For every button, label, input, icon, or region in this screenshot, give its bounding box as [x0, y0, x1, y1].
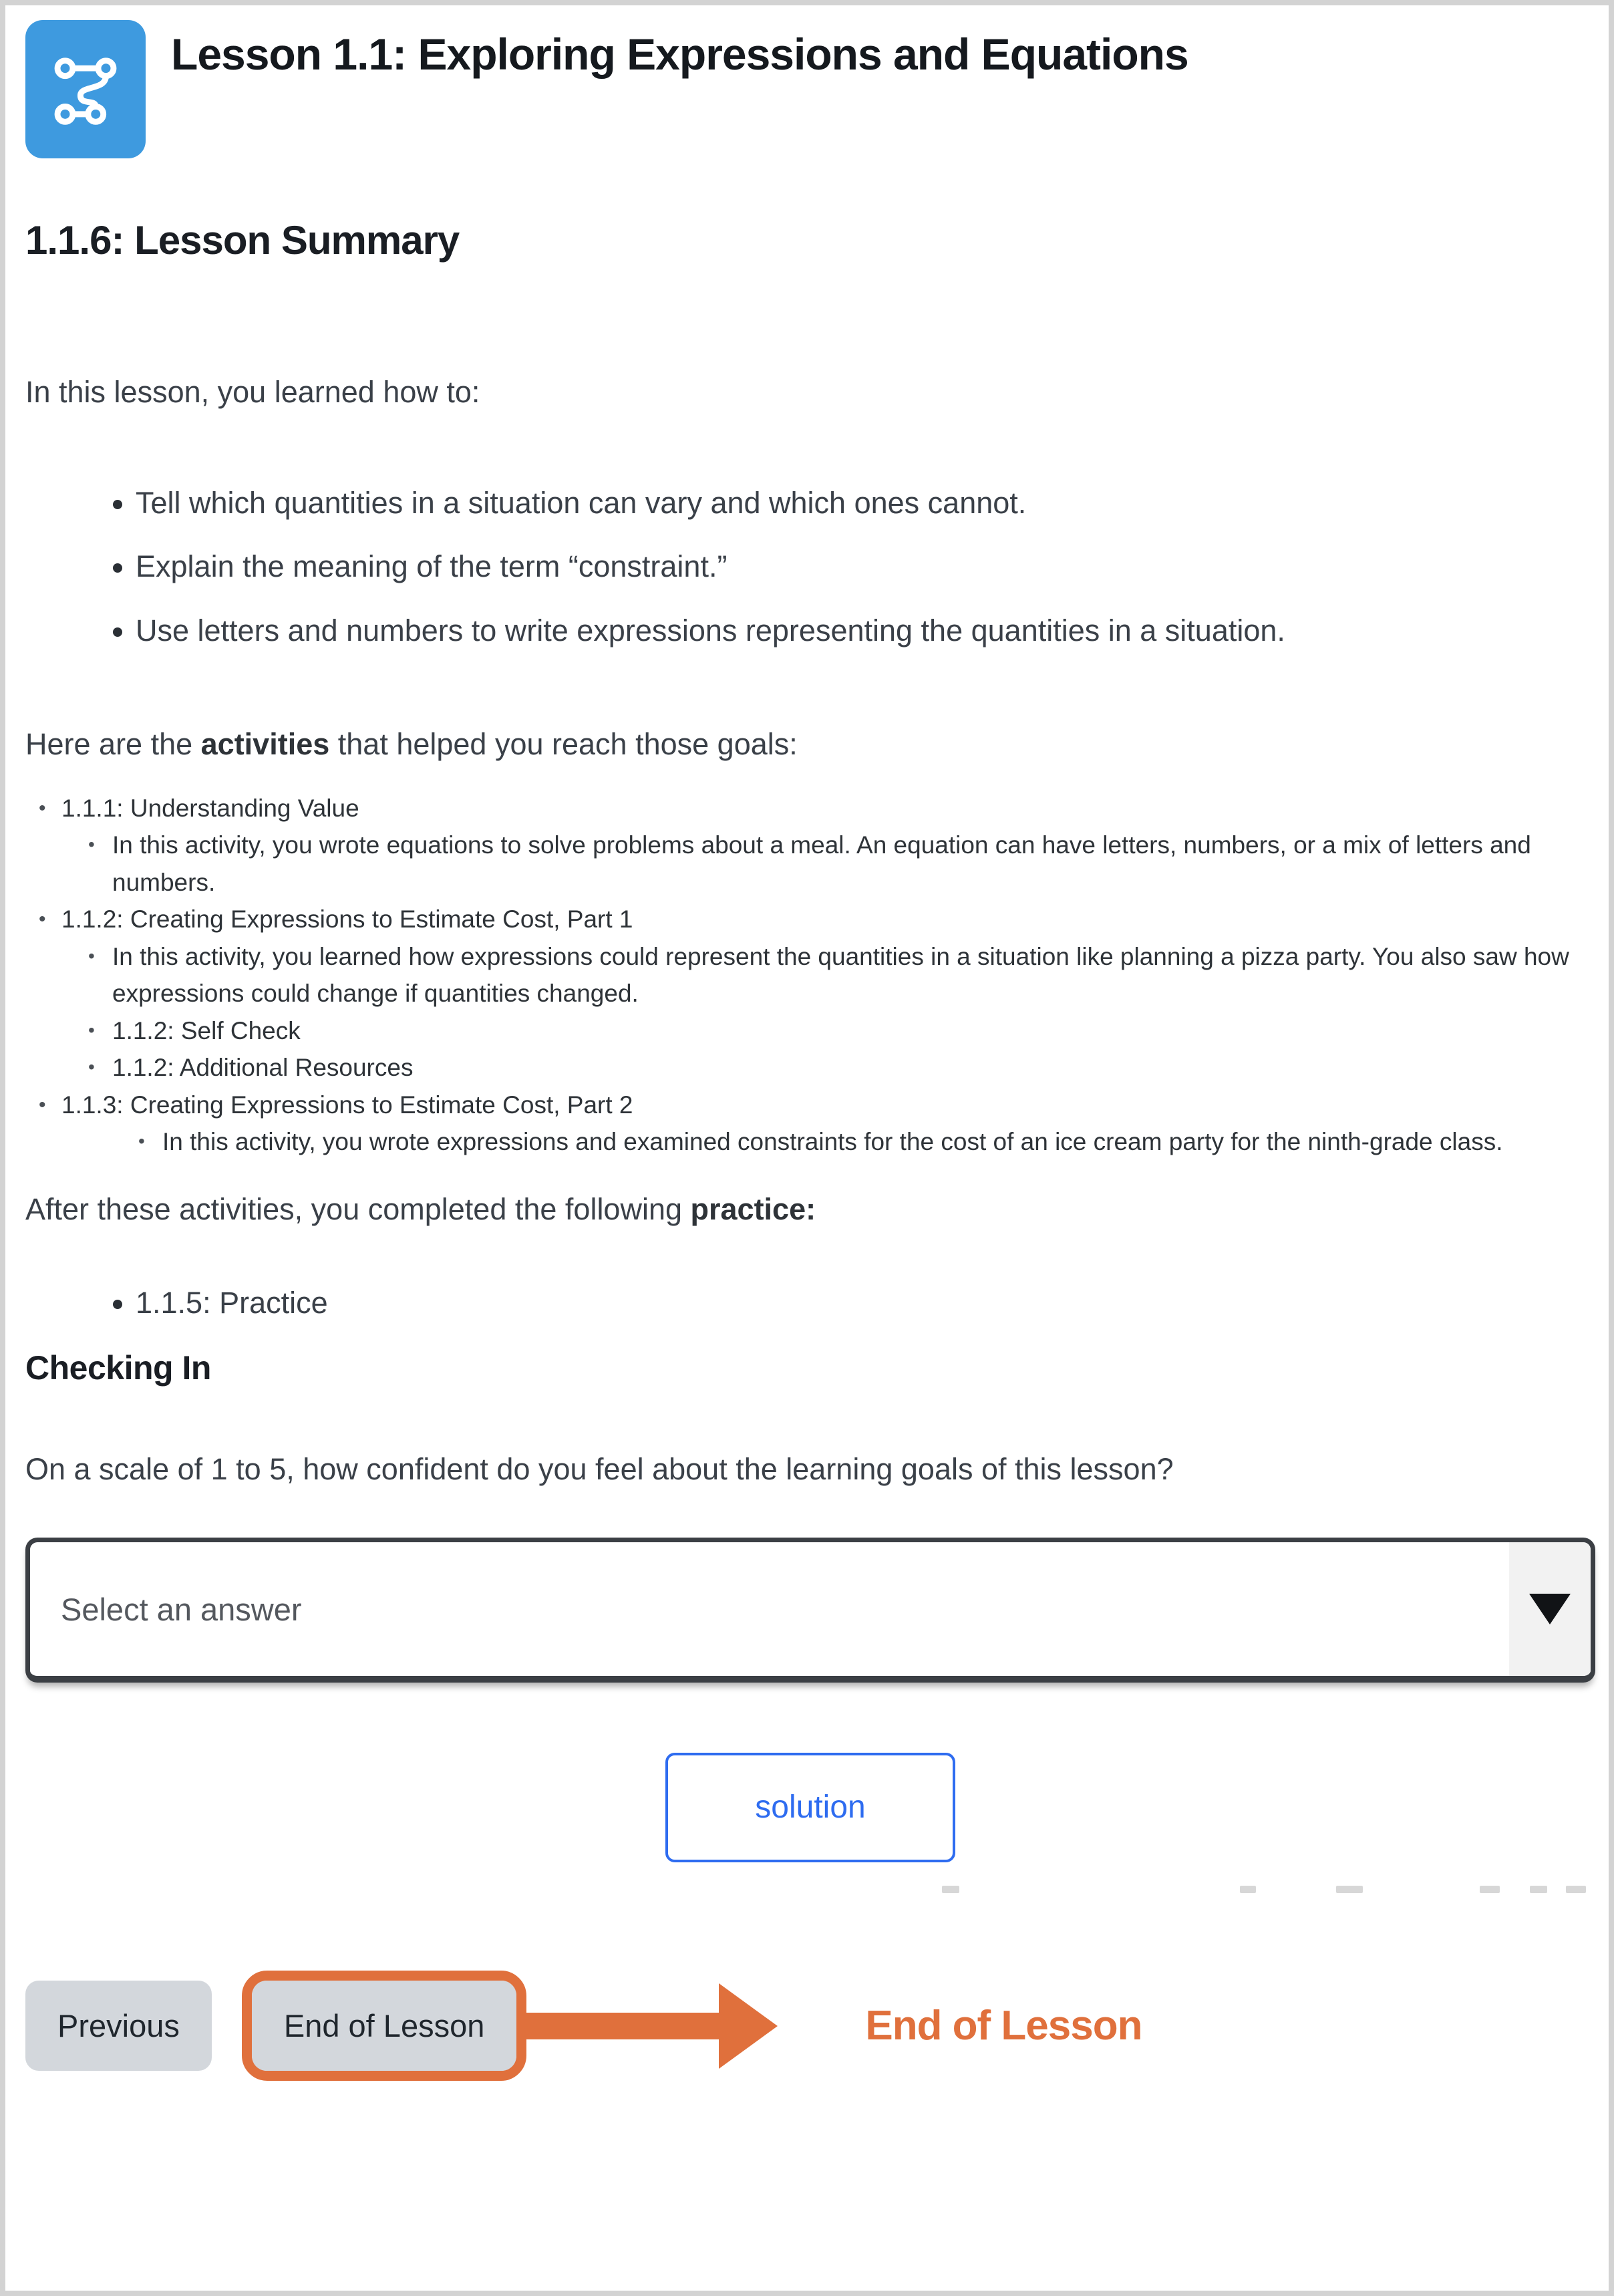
activity-sublist — [61, 1123, 1595, 1161]
activity-item — [39, 901, 1595, 1087]
annotation-callout-text: End of Lesson — [865, 2003, 1142, 2049]
end-of-lesson-button[interactable]: End of Lesson — [252, 1981, 517, 2071]
lesson-intro: In this lesson, you learned how to: — [25, 375, 480, 409]
lesson-page — [5, 5, 1609, 2291]
activity-description: • In this activity, you learned how expressions could represent the quantities in a situation like planning a pizza party. You also saw how expressions could change if quantities changed. — [88, 938, 1595, 1012]
faint-artifacts — [25, 1886, 1595, 1894]
practice-intro-pre: After these activities, you completed the following — [25, 1191, 691, 1226]
learning-goal: • Explain the meaning of the term “constraint.” — [136, 538, 1595, 595]
answer-select-value: Select an answer — [61, 1591, 302, 1627]
learning-goals-list — [25, 474, 1595, 660]
checking-in-heading: Checking In — [25, 1348, 211, 1387]
chevron-down-icon — [1529, 1594, 1571, 1624]
activity-description: • In this activity, you wrote expressions and examined constraints for the cost of an ice cream party for the ninth-grade class. — [138, 1123, 1595, 1161]
practice-list — [25, 1274, 1595, 1332]
annotation-arrow-icon — [521, 2013, 721, 2039]
activities-intro-pre: Here are the — [25, 727, 201, 761]
page-title: Lesson 1.1: Exploring Expressions and Equations — [171, 29, 1188, 79]
practice-intro-bold: practice: — [690, 1191, 816, 1226]
activity-label: 1.1.2: Creating Expressions to Estimate Cost, Part 1 — [61, 905, 633, 933]
activities-intro — [25, 716, 1595, 773]
previous-button[interactable]: Previous — [25, 1981, 212, 2071]
solution-button[interactable]: solution — [665, 1753, 955, 1862]
activity-label: 1.1.1: Understanding Value — [61, 794, 359, 822]
activity-subitem: • 1.1.2: Additional Resources — [88, 1049, 1595, 1087]
lesson-header — [25, 20, 1595, 158]
answer-select[interactable] — [25, 1538, 1595, 1683]
activities-intro-bold: activities — [200, 727, 330, 761]
activity-subitem: • 1.1.2: Self Check — [88, 1012, 1595, 1050]
activity-sublist — [61, 827, 1595, 901]
section-heading: 1.1.6: Lesson Summary — [25, 218, 460, 263]
annotation-highlight-ring — [242, 1971, 527, 2081]
learning-goal: • Tell which quantities in a situation can vary and which ones cannot. — [136, 474, 1595, 532]
footer-nav — [25, 1971, 1595, 2081]
practice-item: • 1.1.5: Practice — [136, 1274, 1595, 1332]
activity-item — [39, 1087, 1595, 1161]
learning-goal: • Use letters and numbers to write expressions representing the quantities in a situation. — [136, 602, 1595, 660]
solution-row — [25, 1753, 1595, 1862]
activities-list — [25, 790, 1595, 1161]
confidence-question: On a scale of 1 to 5, how confident do you feel about the learning goals of this lesson? — [25, 1451, 1174, 1486]
route-icon — [25, 20, 146, 158]
activities-intro-post: that helped you reach those goals: — [329, 727, 798, 761]
practice-intro — [25, 1181, 1595, 1238]
activity-description: • In this activity, you wrote equations to solve problems about a meal. An equation can have letters, numbers, or a mix of letters and numbers. — [88, 827, 1595, 901]
activity-item — [39, 790, 1595, 901]
select-arrow-zone[interactable] — [1509, 1542, 1591, 1676]
activity-sublist — [61, 938, 1595, 1087]
activity-label: 1.1.3: Creating Expressions to Estimate Cost, Part 2 — [61, 1091, 633, 1119]
